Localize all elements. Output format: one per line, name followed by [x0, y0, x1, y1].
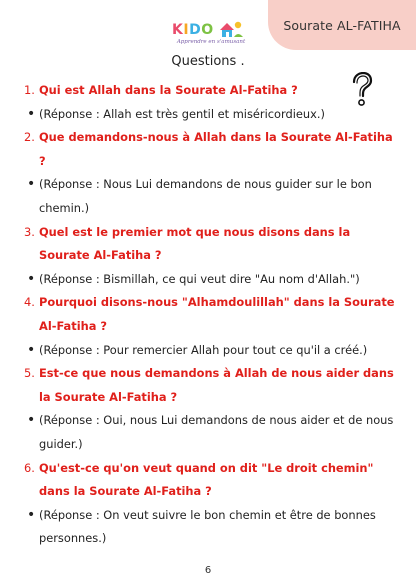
answer-3 — [24, 268, 402, 292]
question-text: Est-ce que nous demandons à Allah de nous aider dans la Sourate Al-Fatiha ? — [39, 366, 394, 404]
kido-logo — [172, 20, 250, 50]
question-text: Pourquoi disons-nous "Alhamdoulillah" dans la Sourate Al-Fatiha ? — [39, 295, 395, 333]
page-number: 6 — [204, 565, 212, 576]
answer-text: (Réponse : On veut suivre le bon chemin et être de bonnes personnes.) — [39, 507, 376, 546]
header-tab — [268, 0, 416, 50]
question-5 — [24, 362, 402, 409]
bullet: • — [27, 105, 36, 122]
question-1 — [24, 79, 402, 103]
question-number: 1. — [24, 83, 35, 97]
question-6 — [24, 457, 402, 504]
answer-5 — [24, 409, 402, 456]
bullet: • — [27, 412, 36, 429]
question-2 — [24, 126, 402, 173]
answer-2 — [24, 173, 402, 220]
logo-tagline: Apprendre en s'amusant — [176, 39, 246, 45]
page-title: Questions . — [171, 54, 245, 69]
question-text: Que demandons-nous à Allah dans la Sourate Al-Fatiha ? — [39, 130, 393, 168]
question-3 — [24, 221, 402, 268]
logo-wordmark: KIDO — [172, 22, 214, 38]
answer-6 — [24, 504, 402, 551]
questions-list — [24, 79, 402, 551]
question-text: Qu'est-ce qu'on veut quand on dit "Le droit chemin" dans la Sourate Al-Fatiha ? — [39, 460, 374, 499]
header-tab-label: Sourate AL-FATIHA — [283, 17, 401, 33]
answer-1 — [24, 103, 402, 127]
bullet: • — [27, 341, 36, 358]
question-4 — [24, 291, 402, 338]
question-text: Qui est Allah dans la Sourate Al-Fatiha ? — [39, 83, 298, 97]
answer-text: (Réponse : Nous Lui demandons de nous guider sur le bon chemin.) — [39, 177, 372, 215]
bullet: • — [27, 176, 36, 193]
bullet: • — [27, 506, 36, 523]
answer-4 — [24, 339, 402, 363]
answer-text: (Réponse : Oui, nous Lui demandons de nous aider et de nous guider.) — [39, 413, 394, 451]
question-number: 4. — [24, 295, 35, 310]
question-number: 5. — [24, 366, 35, 381]
question-number: 2. — [24, 130, 35, 145]
bullet: • — [27, 270, 36, 287]
answer-text: (Réponse : Pour remercier Allah pour tout ce qu'il a créé.) — [39, 342, 368, 357]
question-number: 6. — [24, 460, 35, 475]
question-text: Quel est le premier mot que nous disons dans la Sourate Al-Fatiha ? — [39, 224, 351, 263]
answer-text: (Réponse : Allah est très gentil et miséricordieux.) — [39, 106, 325, 121]
logo-house-icon — [218, 20, 244, 38]
answer-text: (Réponse : Bismillah, ce qui veut dire "Au nom d'Allah.") — [39, 271, 360, 286]
question-number: 3. — [24, 224, 35, 239]
